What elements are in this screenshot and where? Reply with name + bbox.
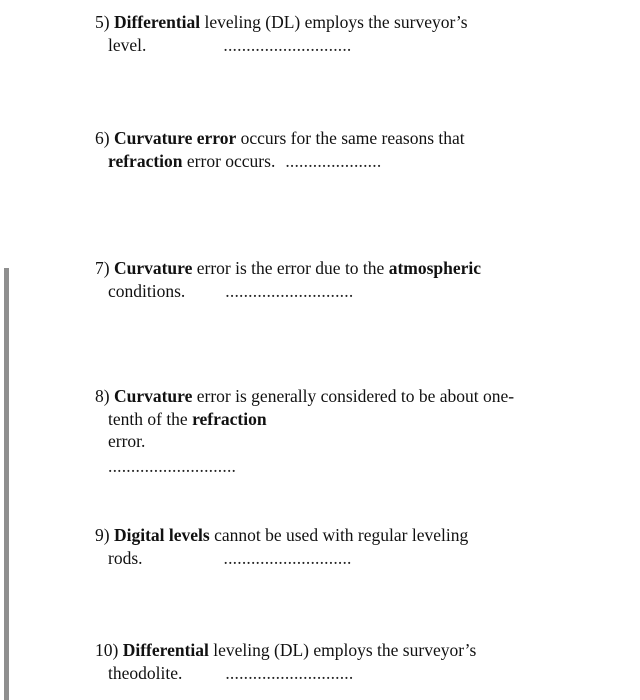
bold-term: Curvature bbox=[113, 258, 193, 278]
question-text: error. bbox=[108, 431, 146, 451]
question-text: conditions. bbox=[108, 280, 186, 301]
question-10 bbox=[95, 639, 565, 684]
answer-blank[interactable]: ............................ bbox=[108, 455, 237, 476]
question-7-line-1 bbox=[95, 257, 565, 280]
bold-term: Curvature bbox=[113, 386, 193, 406]
answer-blank[interactable]: ............................ bbox=[223, 34, 352, 55]
question-text: leveling (DL) employs the surveyor’s bbox=[208, 640, 477, 660]
question-6-line-2 bbox=[95, 150, 565, 173]
question-text: cannot be used with regular leveling bbox=[209, 525, 469, 545]
question-8-line-1 bbox=[95, 385, 565, 408]
bold-term: Differential bbox=[113, 12, 201, 32]
question-number: 6) bbox=[95, 128, 110, 148]
left-scroll-bar[interactable] bbox=[4, 268, 9, 700]
question-text: error is the error due to the bbox=[192, 258, 389, 278]
question-6-line-1 bbox=[95, 127, 565, 150]
question-number: 5) bbox=[95, 12, 110, 32]
question-text: rods. bbox=[108, 547, 143, 568]
bold-term: atmospheric bbox=[388, 258, 482, 278]
question-number: 7) bbox=[95, 258, 110, 278]
bold-term: refraction bbox=[192, 408, 267, 429]
question-6 bbox=[95, 127, 565, 172]
bold-term: Digital levels bbox=[113, 525, 210, 545]
question-9-line-1 bbox=[95, 524, 565, 547]
bold-term: Differential bbox=[122, 640, 209, 660]
answer-blank[interactable]: ............................ bbox=[223, 547, 352, 568]
question-number: 9) bbox=[95, 525, 110, 545]
question-8-line-2 bbox=[95, 408, 565, 431]
question-text: leveling (DL) employs the surveyor’s bbox=[200, 12, 468, 32]
question-10-line-2 bbox=[95, 662, 565, 685]
question-7 bbox=[95, 257, 565, 302]
question-text: level. bbox=[108, 34, 147, 55]
question-text: tenth of the bbox=[108, 408, 193, 429]
question-5-line-2 bbox=[95, 34, 565, 57]
question-text: error is generally considered to be about one- bbox=[192, 386, 515, 406]
question-number: 8) bbox=[95, 386, 110, 406]
question-9 bbox=[95, 524, 565, 569]
answer-blank[interactable]: ............................ bbox=[225, 662, 354, 683]
question-10-line-1 bbox=[95, 639, 565, 662]
question-5-line-1 bbox=[95, 11, 565, 34]
question-text: occurs for the same reasons that bbox=[236, 128, 465, 148]
question-text: error occurs. bbox=[182, 150, 276, 171]
bold-term: Curvature error bbox=[113, 128, 237, 148]
question-7-line-2 bbox=[95, 280, 565, 303]
question-8-line-4 bbox=[95, 455, 565, 478]
question-5 bbox=[95, 11, 565, 56]
question-8 bbox=[95, 385, 565, 477]
question-9-line-2 bbox=[95, 547, 565, 570]
answer-blank[interactable]: ............................ bbox=[225, 280, 354, 301]
question-8-line-3 bbox=[95, 430, 565, 453]
bold-term: refraction bbox=[108, 150, 183, 171]
answer-blank[interactable]: ..................... bbox=[285, 150, 382, 171]
question-text: theodolite. bbox=[108, 662, 183, 683]
question-number: 10) bbox=[95, 640, 119, 660]
